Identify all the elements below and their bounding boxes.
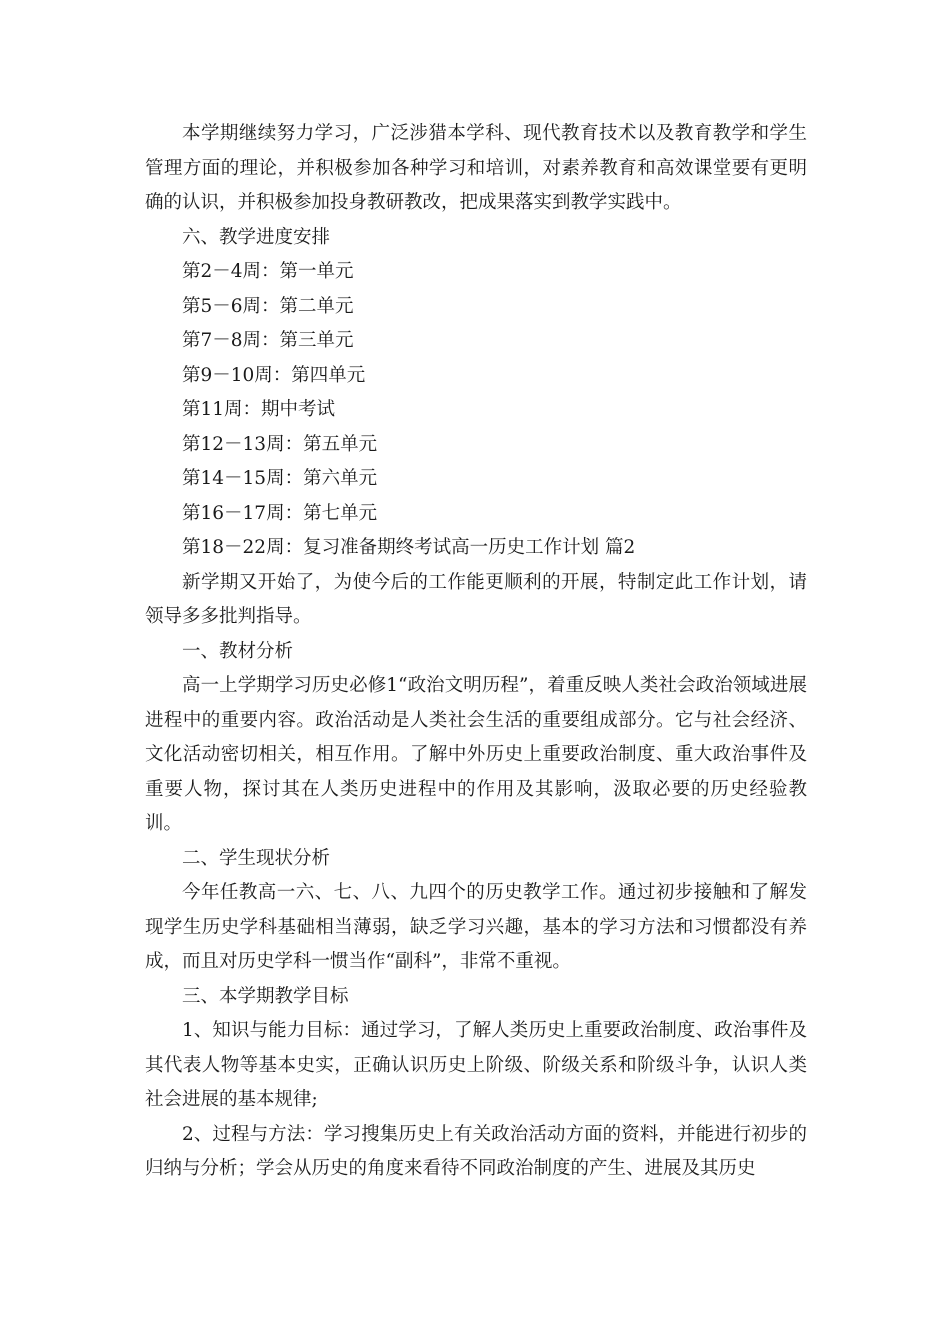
paragraph-textbook: 高一上学期学习历史必修1“政治文明历程”，着重反映人类社会政治领域进展进程中的重要内容。政治活动是人类社会生活的重要组成部分。它与社会经济、文化活动密切相关，相互作用。了解中外历史上重要政治制度、重大政治事件及重要人物，探讨其在人类历史进程中的作用及其影响，汲取必要的历史经验教训。 [145, 675, 807, 834]
schedule-item: 第11周：期中考试 [182, 399, 336, 420]
schedule-item: 第18－22周：复习准备期终考试高一历史工作计划 篇2 [182, 537, 636, 558]
schedule-item: 第14－15周：第六单元 [182, 468, 378, 489]
schedule-item: 第2－4周：第一单元 [182, 261, 354, 282]
schedule-item: 第7－8周：第三单元 [182, 330, 354, 351]
paragraph-study: 本学期继续努力学习，广泛涉猎本学科、现代教育技术以及教育教学和学生管理方面的理论，并积极参加各种学习和培训，对素养教育和高效课堂要有更明确的认识，并积极参加投身教研教改，把成果落实到教学实践中。 [145, 123, 807, 213]
paragraph-students: 今年任教高一六、七、八、九四个的历史教学工作。通过初步接触和了解发现学生历史学科基础相当薄弱，缺乏学习兴趣，基本的学习方法和习惯都没有养成，而且对历史学科一惯当作“副科”，非常不重视。 [145, 882, 807, 972]
schedule-item: 第9－10周：第四单元 [182, 364, 366, 386]
document-body [145, 117, 807, 1187]
heading-goals: 三、本学期教学目标 [182, 985, 349, 1007]
heading-student-analysis: 二、学生现状分析 [182, 847, 331, 869]
paragraph-intro: 新学期又开始了，为使今后的工作能更顺利的开展，特制定此工作计划，请领导多多批判指导。 [145, 571, 807, 627]
heading-textbook-analysis: 一、教材分析 [182, 640, 294, 662]
paragraph-goal-1: 1、知识与能力目标：通过学习，了解人类历史上重要政治制度、政治事件及其代表人物等基本史实，正确认识历史上阶级、阶级关系和阶级斗争，认识人类社会进展的基本规律; [145, 1020, 807, 1110]
schedule-item: 第16－17周：第七单元 [182, 502, 378, 524]
paragraph-goal-2: 2、过程与方法：学习搜集历史上有关政治活动方面的资料，并能进行初步的归纳与分析；学会从历史的角度来看待不同政治制度的产生、进展及其历史 [145, 1123, 807, 1179]
schedule-item: 第12－13周：第五单元 [182, 433, 378, 455]
heading-schedule: 六、教学进度安排 [182, 226, 331, 248]
schedule-item: 第5－6周：第二单元 [182, 295, 354, 317]
